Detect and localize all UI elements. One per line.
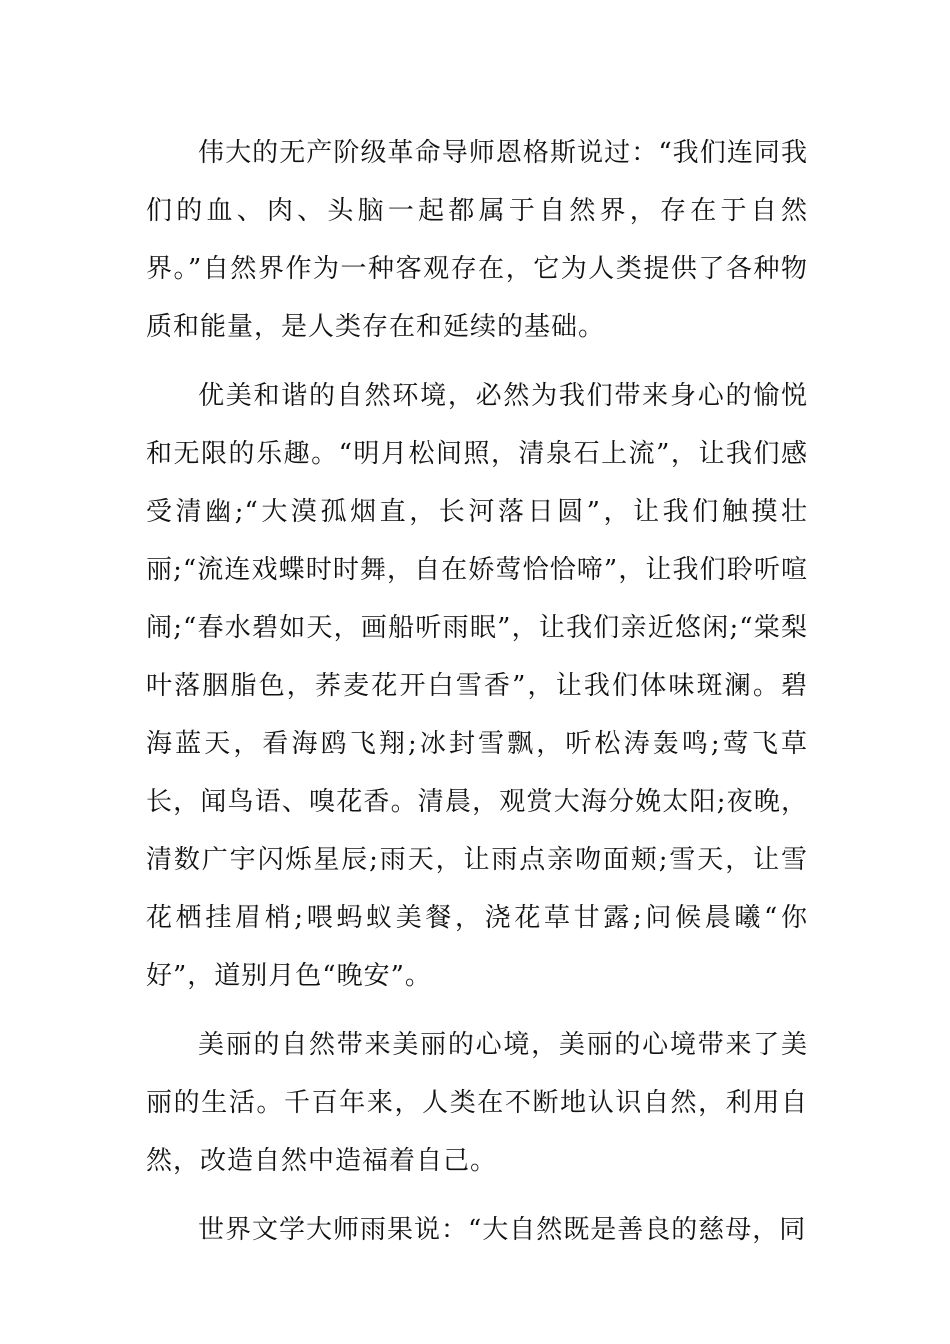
document-body [146, 124, 808, 1270]
paragraph-beautiful-mood: 美丽的自然带来美丽的心境，美丽的心境带来了美丽的生活。千百年来，人类在不断地认识自然，利用自然，改造自然中造福着自己。 [146, 1030, 808, 1176]
paragraph-hugo-quote: 世界文学大师雨果说：“大自然既是善良的慈母，同 [198, 1215, 807, 1245]
paragraph-nature-beauty: 优美和谐的自然环境，必然为我们带来身心的愉悦和无限的乐趣。“明月松间照，清泉石上流”，让我们感受清幽;“大漠孤烟直，长河落日圆”，让我们触摸壮丽;“流连戏蝶时时舞，自在娇莺恰恰啼”，让我们聆听喧闹;“春水碧如天，画船听雨眠”，让我们亲近悠闲;“棠梨叶落胭脂色，荞麦花开白雪香”，让我们体味斑澜。碧海蓝天，看海鸥飞翔;冰封雪飘，听松涛轰鸣;莺飞草长，闻鸟语、嗅花香。清晨，观赏大海分娩太阳;夜晚，清数广宇闪烁星辰;雨天，让雨点亲吻面颊;雪天，让雪花栖挂眉梢;喂蚂蚁美餐，浇花草甘露;问候晨曦“你好”，道别月色“晚安”。 [146, 381, 808, 991]
paragraph-engels-quote: 伟大的无产阶级革命导师恩格斯说过：“我们连同我们的血、肉、头脑一起都属于自然界，存在于自然界。”自然界作为一种客观存在，它为人类提供了各种物质和能量，是人类存在和延续的基础。 [146, 138, 808, 342]
